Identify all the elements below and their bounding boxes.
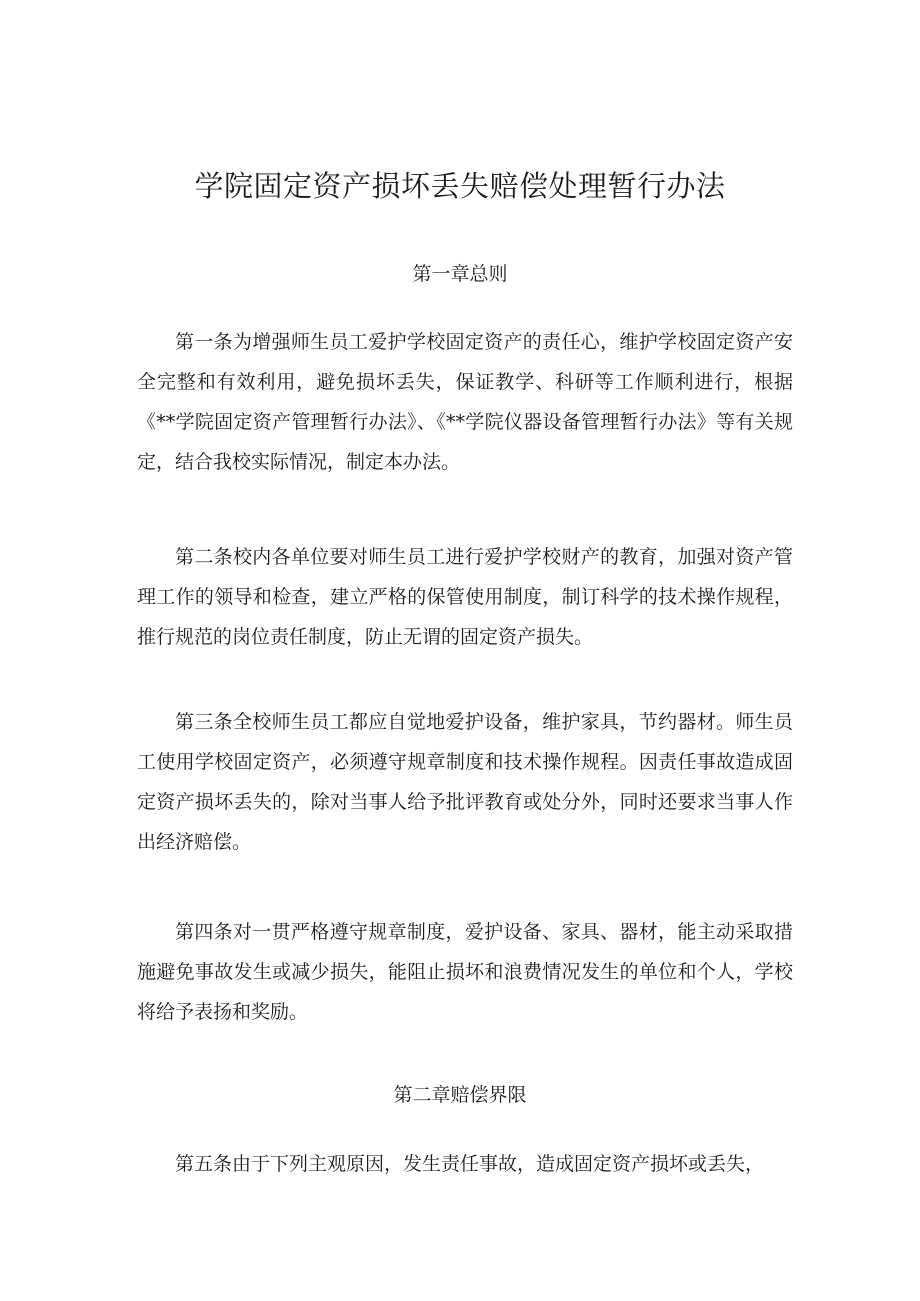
document-title: 学院固定资产损坏丢失赔偿处理暂行办法 [194, 169, 726, 203]
article-3: 第三条全校师生员工都应自觉地爱护设备，维护家具，节约器材。师生员工使用学校固定资产，必须遵守规章制度和技术操作规程。因责任事故造成固定资产损坏丢失的，除对当事人给予批评教育或处分外，同时还要求当事人作出经济赔偿。 [137, 711, 793, 853]
article-1: 第一条为增强师生员工爱护学校固定资产的责任心，维护学校固定资产安全完整和有效利用，避免损坏丢失，保证教学、科研等工作顺利进行，根据《**学院固定资产管理暂行办法》、《**学院仪器设备管理暂行办法》等有关规定，结合我校实际情况，制定本办法。 [137, 331, 793, 473]
article-2: 第二条校内各单位要对师生员工进行爱护学校财产的教育，加强对资产管理工作的领导和检查，建立严格的保管使用制度，制订科学的技术操作规程，推行规范的岗位责任制度，防止无谓的固定资产损失。 [137, 546, 793, 648]
article-4: 第四条对一贯严格遵守规章制度，爱护设备、家具、器材，能主动采取措施避免事故发生或减少损失，能阻止损坏和浪费情况发生的单位和个人，学校将给予表扬和奖励。 [137, 921, 793, 1023]
chapter-heading-1: 第一章总则 [412, 263, 508, 285]
chapter-heading-2: 第二章赔偿界限 [393, 1084, 527, 1106]
article-5: 第五条由于下列主观原因，发生责任事故，造成固定资产损坏或丢失， [175, 1153, 765, 1175]
